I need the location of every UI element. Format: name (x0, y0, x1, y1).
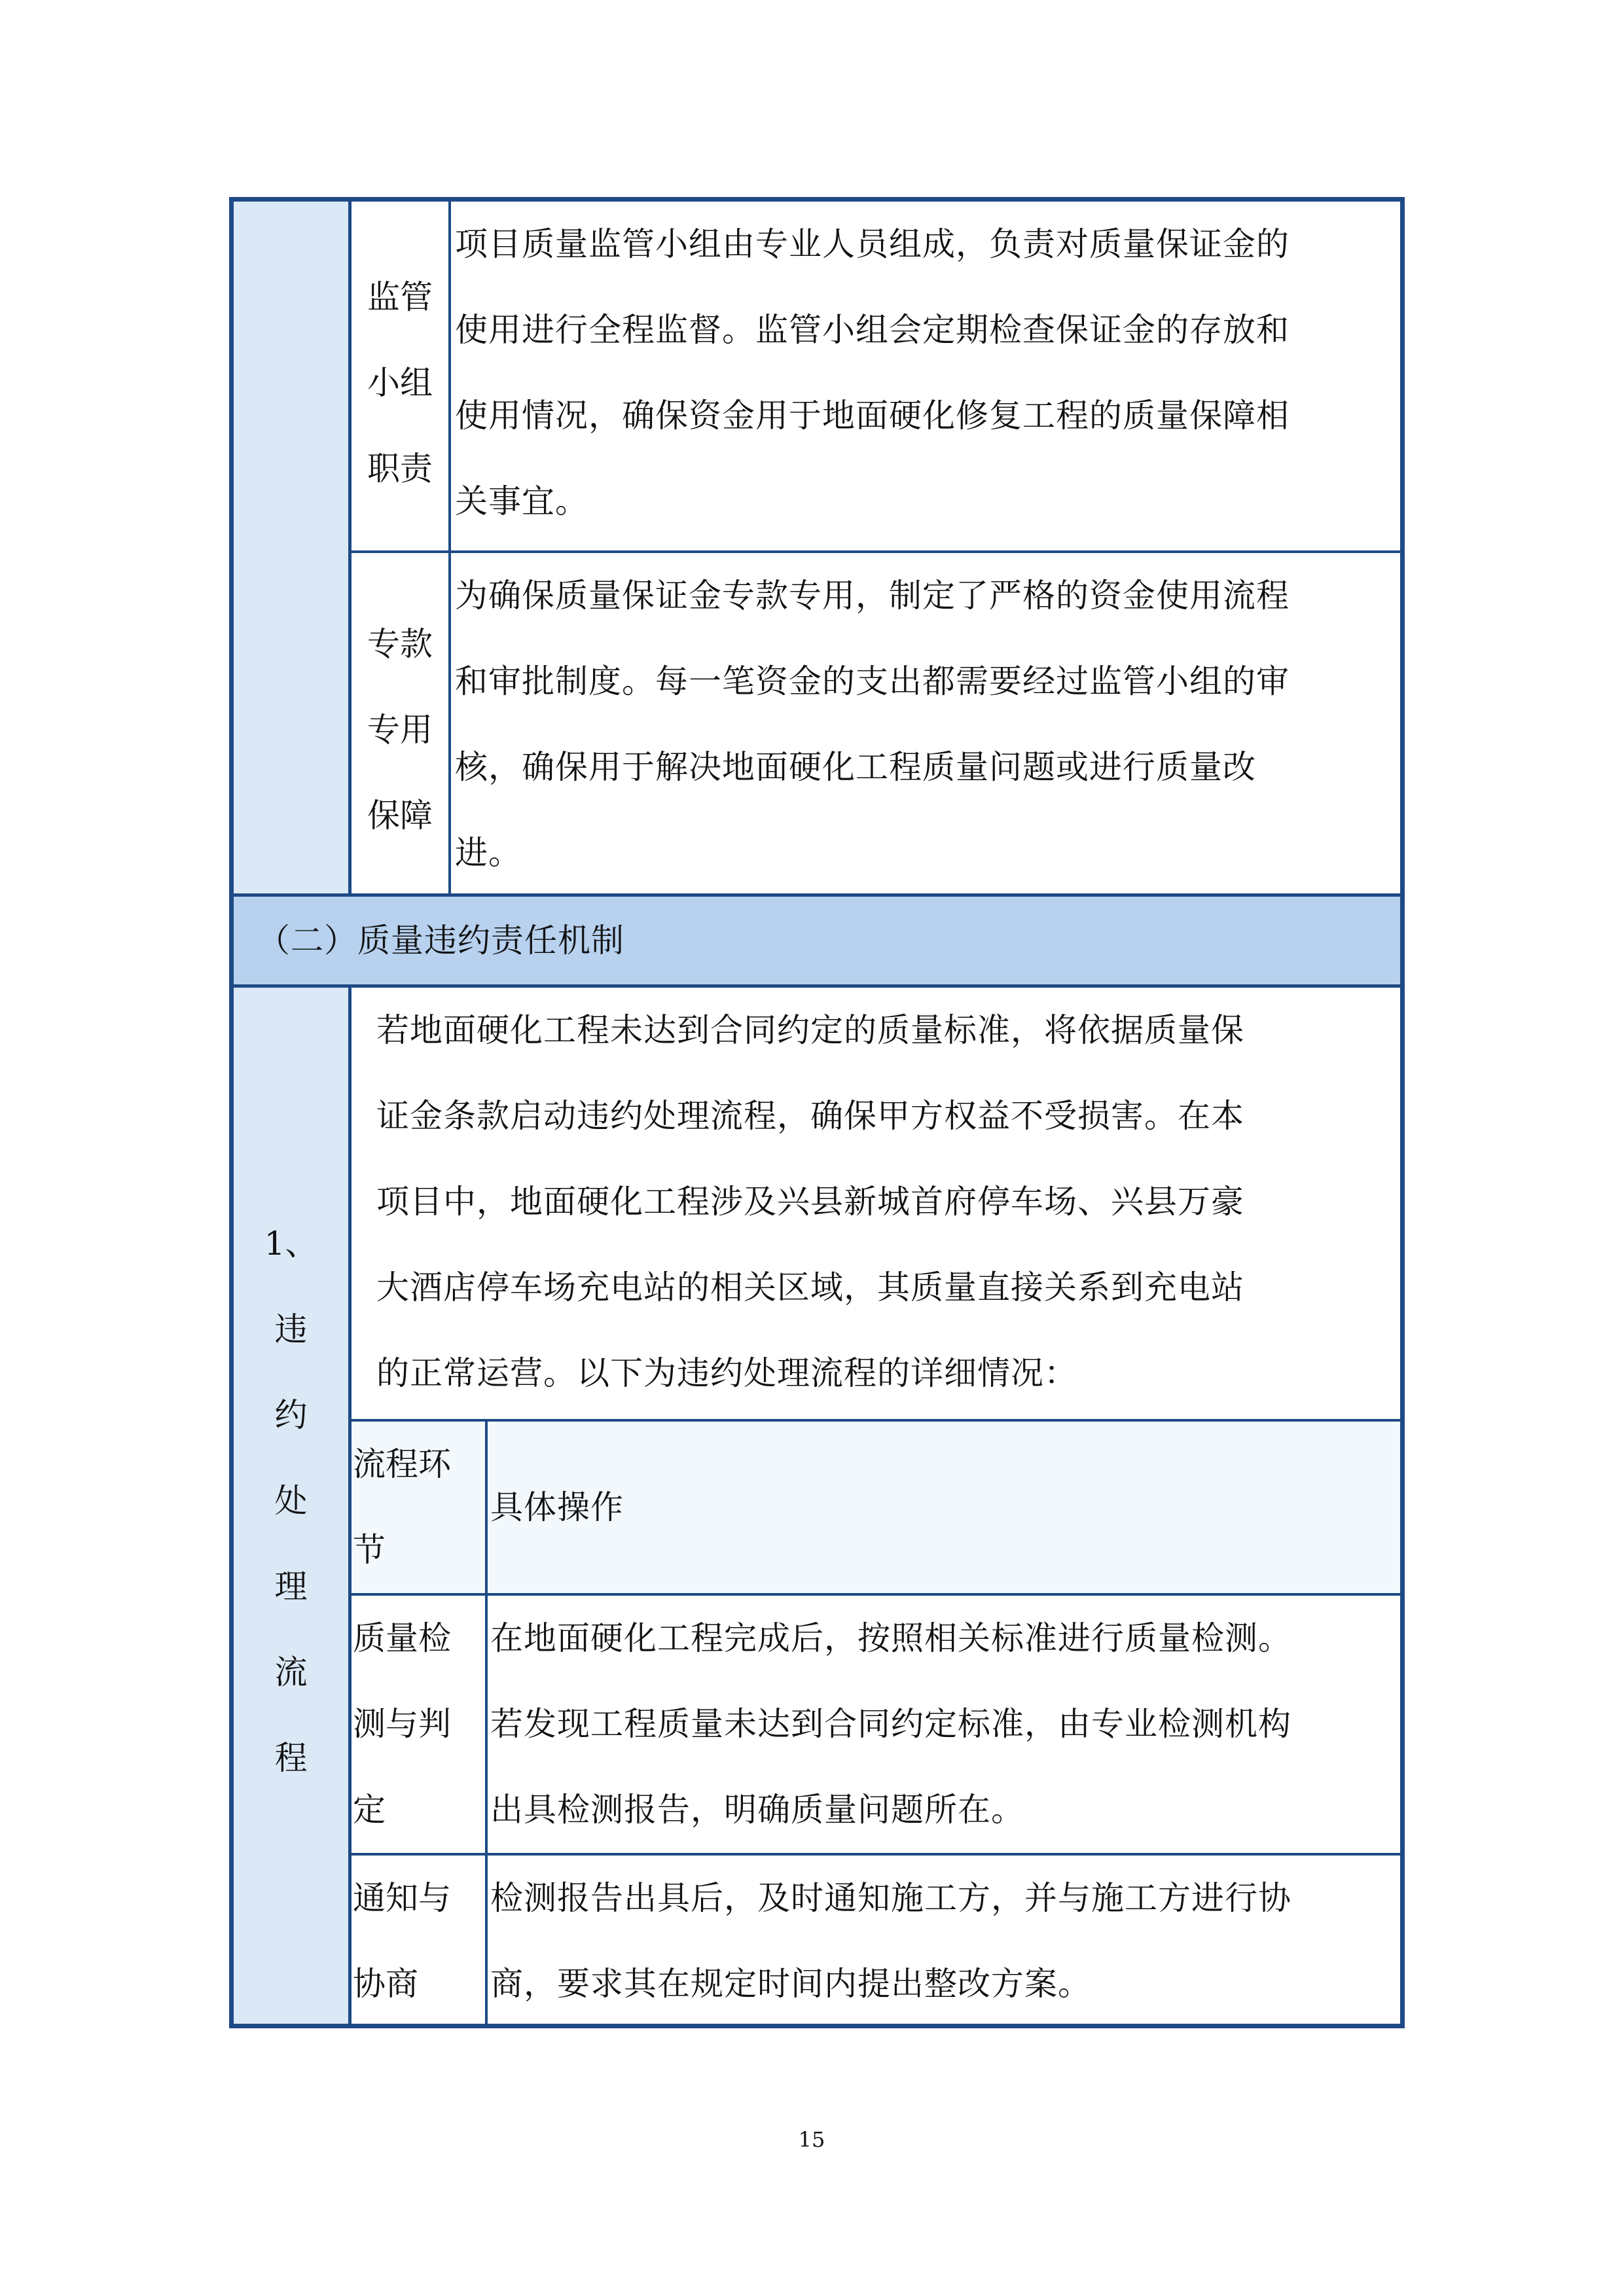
nested-header-col1: 流程环 节 (353, 1445, 451, 1569)
document-table (229, 197, 1405, 2028)
nested-header-col2: 具体操作 (490, 1488, 624, 1526)
violation-process-intro: 若地面硬化工程未达到合同约定的质量标准，将依据质量保 证金条款启动违约处理流程，确保甲方权益不受损害。在本 项目中，地面硬化工程涉及兴县新城首府停车场、兴县万豪 大酒店停车场充电站的相关区域，其质量直接关系到充电站 的正常运营。以下为违约处理流程的详细情况： (376, 1011, 1244, 1392)
section-header: （二）质量违约责任机制 (234, 897, 1400, 984)
row-label-supervision-duty: 监管 小组 职责 (367, 278, 433, 488)
nested-row-quality-check-label: 质量检 测与判 定 (353, 1619, 451, 1829)
nested-row-notify-content: 检测报告出具后，及时通知施工方，并与施工方进行协 商，要求其在规定时间内提出整改方案。 (490, 1879, 1291, 2003)
nested-row-notify-label: 通知与 协商 (353, 1879, 451, 2003)
page-number: 15 (798, 2127, 825, 2152)
row-label-special-fund: 专款 专用 保障 (367, 625, 433, 834)
section1-left-column (234, 202, 348, 893)
row-content-supervision-duty: 项目质量监管小组由专业人员组成，负责对质量保证金的 使用进行全程监督。监管小组会定期检查保证金的存放和 使用情况，确保资金用于地面硬化修复工程的质量保障相 关事宜。 (455, 225, 1290, 520)
row-content-special-fund: 为确保质量保证金专款专用，制定了严格的资金使用流程 和审批制度。每一笔资金的支出都需要经过监管小组的审 核，确保用于解决地面硬化工程质量问题或进行质量改 进。 (455, 577, 1290, 872)
violation-process-label: 1、 违 约 处 理 流 程 (264, 1225, 318, 1777)
nested-row-quality-check-content: 在地面硬化工程完成后，按照相关标准进行质量检测。 若发现工程质量未达到合同约定标准，由专业检测机构 出具检测报告，明确质量问题所在。 (490, 1619, 1291, 1829)
